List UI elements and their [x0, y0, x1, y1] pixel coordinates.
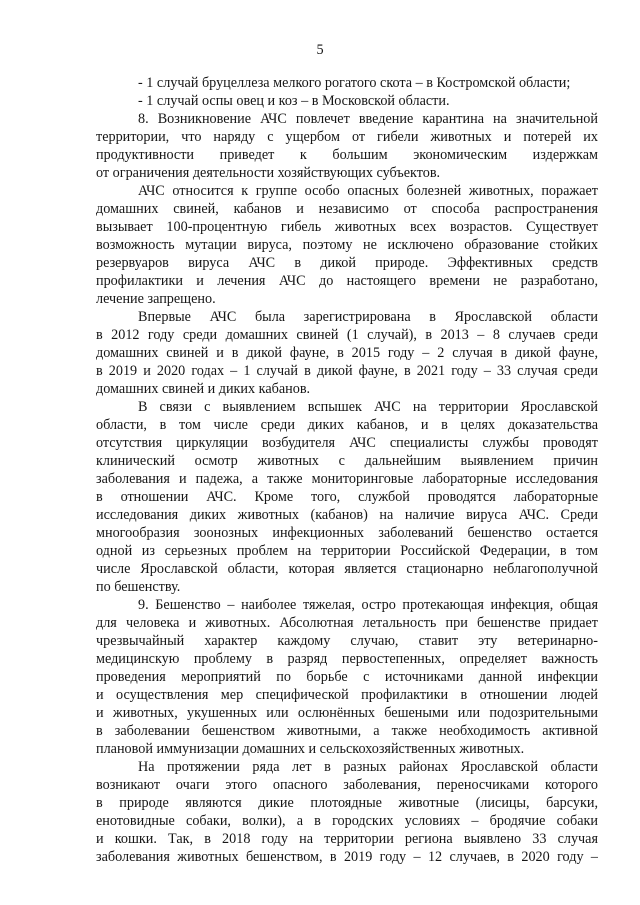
text-line: одной из серьезных проблем на территории Российской Федерации, в том — [96, 543, 598, 559]
text-line: 9. Бешенство – наиболее тяжелая, остро протекающая инфекция, общая — [138, 597, 598, 613]
text-line: лечение запрещено. — [96, 291, 216, 307]
text-line: продуктивности приведет к большим экономическим издержкам — [96, 147, 598, 163]
text-line: и осуществления мер специфической профилактики в отношении людей — [96, 687, 598, 703]
text-line: от ограничения деятельности хозяйствующих субъектов. — [96, 165, 441, 181]
text-line: клинический осмотр животных с дальнейшим выявлением причин — [96, 453, 598, 469]
text-line: и животных, укушенных или ослюнённых бешеными или подозрительными — [96, 705, 598, 721]
text-line: - 1 случай оспы овец и коз – в Московской области. — [138, 93, 450, 109]
text-line: возможность мутации вируса, поэтому не исключено образование стойких — [96, 237, 598, 253]
text-line: плановой иммунизации домашних и сельскохозяйственных животных. — [96, 741, 525, 757]
text-line: в 2019 и 2020 годах – 1 случай в дикой фауне, в 2021 году – 33 случая среди — [96, 363, 598, 379]
text-line: в заболевании бешенством животными, а также необходимость активной — [96, 723, 598, 739]
text-line: территории, что наряду с ущербом от гибели животных и потерей их — [96, 129, 598, 145]
text-line: области, в том числе среди диких кабанов, и в целях доказательства — [96, 417, 598, 433]
text-line: по бешенству. — [96, 579, 181, 595]
text-line: 8. Возникновение АЧС повлечет введение карантина на значительной — [138, 111, 598, 127]
text-line: и кошки. Так, в 2018 году на территории региона выявлено 33 случая — [96, 831, 598, 847]
text-line: медицинскую проблему в разряд первостепенных, определяет важность — [96, 651, 598, 667]
text-line: в отношении АЧС. Кроме того, службой проводятся лабораторные — [96, 489, 598, 505]
text-line: вызывает 100-процентную гибель животных всех возрастов. Существует — [96, 219, 598, 235]
text-line: - 1 случай бруцеллеза мелкого рогатого скота – в Костромской области; — [138, 75, 571, 91]
text-line: заболевания животных бешенством, в 2019 году – 12 случаев, в 2020 году – — [96, 849, 598, 865]
body-text — [96, 74, 598, 866]
text-line: отсутствия циркуляции возбудителя АЧС специалисты службы проводят — [96, 435, 598, 451]
text-line: для человека и животных. Абсолютная летальность при бешенстве придает — [96, 615, 598, 631]
text-line: Впервые АЧС была зарегистрирована в Ярославской области — [138, 309, 598, 325]
text-line: проведения мероприятий по борьбе с источниками данной инфекции — [96, 669, 598, 685]
text-line: АЧС относится к группе особо опасных болезней животных, поражает — [138, 183, 598, 199]
text-line: домашних свиней и диких кабанов. — [96, 381, 311, 397]
text-line: енотовидные собаки, волки), а в городских условиях – бродячие собаки — [96, 813, 598, 829]
text-line: В связи с выявлением вспышек АЧС на территории Ярославской — [138, 399, 598, 415]
text-line: заболевания и падежа, а также мониторинговые лабораторные исследования — [96, 471, 598, 487]
text-line: домашних свиней, кабанов и независимо от способа распространения — [96, 201, 598, 217]
text-line: числе Ярославской области, которая является стационарно неблагополучной — [96, 561, 598, 577]
text-line: домашних свиней и в дикой фауне, в 2015 году – 2 случая в дикой фауне, — [96, 345, 598, 361]
text-line: многообразия зоонозных инфекционных заболеваний бешенство остается — [96, 525, 598, 541]
text-line: На протяжении ряда лет в разных районах Ярославской области — [138, 759, 598, 775]
text-line: в природе являются дикие плотоядные животные (лисицы, барсуки, — [96, 795, 598, 811]
text-line: профилактики и лечения АЧС до настоящего времени не разработано, — [96, 273, 598, 289]
text-line: чрезвычайный характер каждому случаю, ставит эту ветеринарно- — [96, 633, 598, 649]
text-line: резервуаров вируса АЧС в дикой природе. Эффективных средств — [96, 255, 598, 271]
page-number: 5 — [316, 42, 324, 58]
text-line: исследования диких животных (кабанов) на наличие вируса АЧС. Среди — [96, 507, 598, 523]
text-line: в 2012 году среди домашних свиней (1 случай), в 2013 – 8 случаев среди — [96, 327, 598, 343]
text-line: возникают очаги этого опасного заболевания, переносчиками которого — [96, 777, 598, 793]
